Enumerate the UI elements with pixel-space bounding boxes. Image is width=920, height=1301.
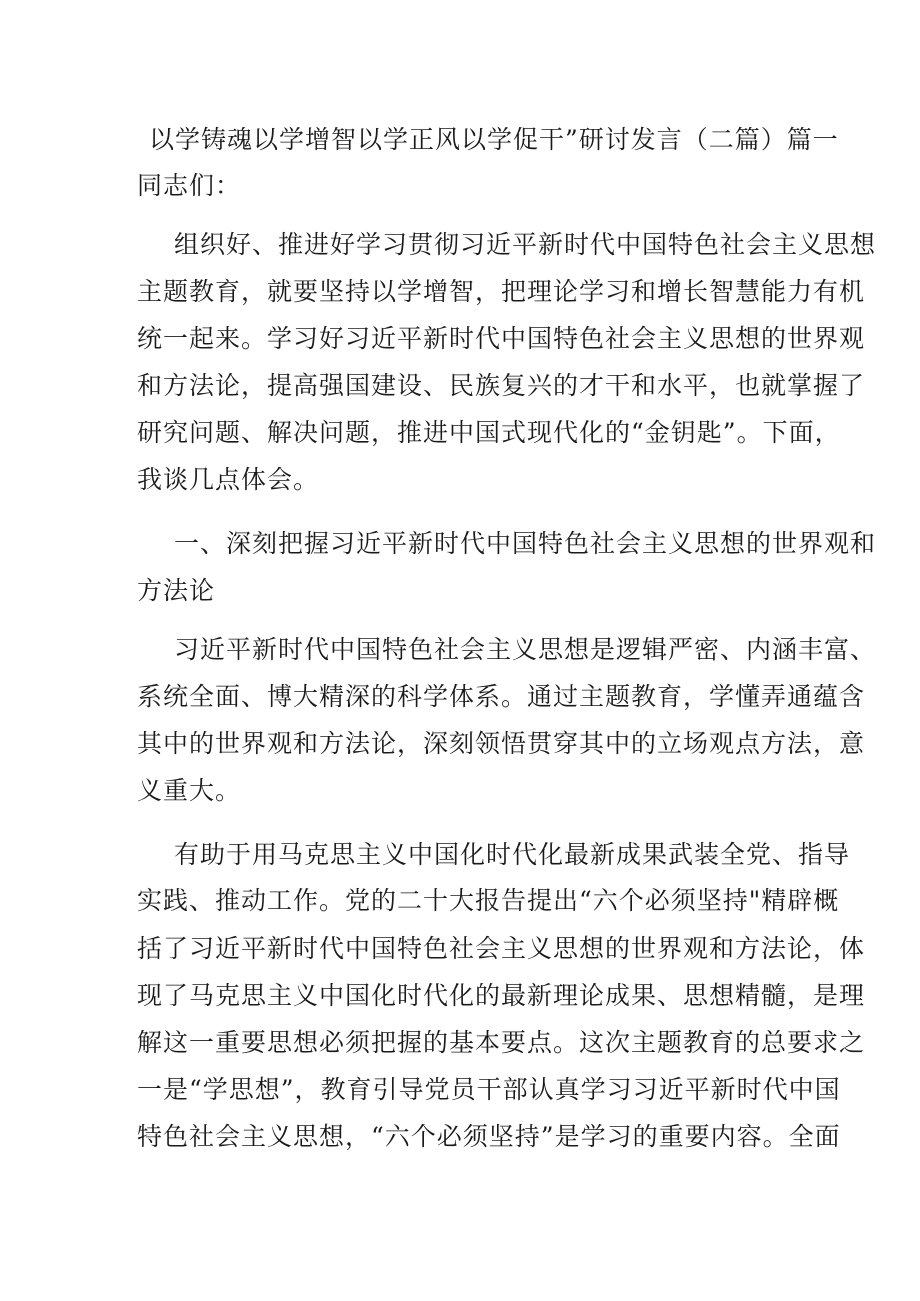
section-heading-line-2: 方法论 xyxy=(137,576,216,605)
section-heading-line-1: 一、深刻把握习近平新时代中国特色社会主义思想的世界观和 xyxy=(174,529,877,558)
salutation: 同志们： xyxy=(137,171,242,200)
paragraph-1-line-5: 研究问题、解决问题，推进中国式现代化的“金钥匙”。下面， xyxy=(137,418,841,447)
paragraph-3-line-1: 有助于用马克思主义中国化时代化最新成果武装全党、指导 xyxy=(174,840,851,869)
paragraph-3-line-5: 解这一重要思想必须把握的基本要点。这次主题教育的总要求之 xyxy=(137,1028,866,1057)
paragraph-1-line-2: 主题教育，就要坚持以学增智，把理论学习和增长智慧能力有机 xyxy=(137,277,866,306)
paragraph-3-line-4: 现了马克思主义中国化时代化的最新理论成果、思想精髓，是理 xyxy=(137,981,866,1010)
paragraph-1-line-6: 我谈几点体会。 xyxy=(137,465,320,494)
paragraph-1-line-1: 组织好、推进好学习贯彻习近平新时代中国特色社会主义思想 xyxy=(174,230,877,259)
paragraph-2-line-4: 义重大。 xyxy=(137,776,242,805)
paragraph-2-line-2: 系统全面、博大精深的科学体系。通过主题教育，学懂弄通蕴含 xyxy=(137,682,866,711)
paragraph-2-line-3: 其中的世界观和方法论，深刻领悟贯穿其中的立场观点方法，意 xyxy=(137,729,866,758)
paragraph-1-line-4: 和方法论，提高强国建设、民族复兴的才干和水平，也就掌握了 xyxy=(137,371,866,400)
paragraph-2-line-1: 习近平新时代中国特色社会主义思想是逻辑严密、内涵丰富、 xyxy=(174,635,877,664)
paragraph-3-line-7: 特色社会主义思想，“六个必须坚持”是学习的重要内容。全面 xyxy=(137,1122,841,1151)
document-title-line: 以学铸魂以学增智以学正风以学促干”研讨发言（二篇）篇一 xyxy=(149,125,839,154)
paragraph-1-line-3: 统一起来。学习好习近平新时代中国特色社会主义思想的世界观 xyxy=(137,324,866,353)
paragraph-3-line-6: 一是“学思想”，教育引导党员干部认真学习习近平新时代中国 xyxy=(137,1075,841,1104)
paragraph-3-line-2: 实践、推动工作。党的二十大报告提出“六个必须坚持"精辟概 xyxy=(137,886,840,915)
paragraph-3-line-3: 括了习近平新时代中国特色社会主义思想的世界观和方法论，体 xyxy=(137,934,866,963)
